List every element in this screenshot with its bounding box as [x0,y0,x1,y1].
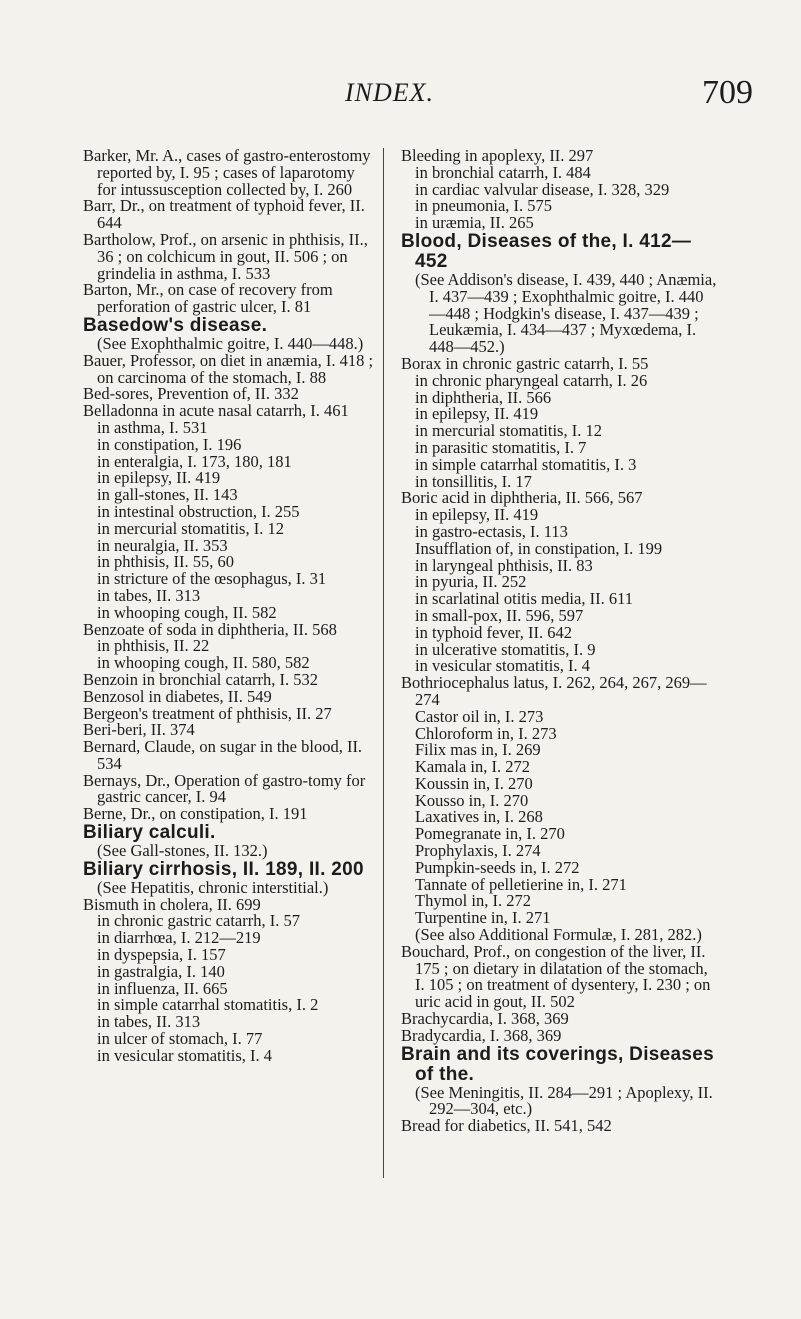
index-entry: Basedow's disease. [83,314,268,336]
index-subentry: in whooping cough, II. 582 [97,602,277,622]
index-entry: Brain and its coverings, Diseases of the. [401,1043,714,1085]
index-subentry: in uræmia, II. 265 [415,213,534,233]
index-subentry: in phthisis, II. 55, 60 [97,552,235,572]
index-entry: Benzosol in diabetes, II. 549 [83,686,272,706]
index-entry: Bleeding in apoplexy, II. 297 [401,146,594,165]
index-subentry: in gastralgia, I. 140 [97,961,225,981]
index-subentry: Kousso in, I. 270 [415,790,529,810]
index-entry: Benzoate of soda in diphtheria, II. 568 [83,619,337,639]
index-subentry: in scarlatinal otitis media, II. 611 [415,589,633,609]
index-entry: Benzoin in bronchial catarrh, I. 532 [83,669,319,689]
index-subentry: Tannate of pelletierine in, I. 271 [415,874,627,894]
left-column [83,148,375,1065]
index-entry: Bauer, Professor, on diet in anæmia, I. 418 ; on carcinoma of the stomach, I. 88 [83,350,374,387]
index-subentry: in constipation, I. 196 [97,434,242,454]
index-subentry: in mercurial stomatitis, I. 12 [97,518,284,538]
index-entry: Borax in chronic gastric catarrh, I. 55 [401,353,649,373]
index-subentry: in parasitic stomatitis, I. 7 [415,437,587,457]
index-entry: Boric acid in diphtheria, II. 566, 567 [401,488,643,508]
index-subentry: Kamala in, I. 272 [415,757,531,777]
index-subentry: in epilepsy, II. 419 [415,505,539,525]
index-subentry: in vesicular stomatitis, I. 4 [97,1045,273,1065]
index-subentry: in dyspepsia, I. 157 [97,945,226,965]
index-subentry: in intestinal obstruction, I. 255 [97,501,300,521]
index-subentry: in typhoid fever, II. 642 [415,622,572,642]
index-subentry: in influenza, II. 665 [97,978,228,998]
index-subentry: (See Gall-stones, II. 132.) [97,841,268,861]
index-subentry: Koussin in, I. 270 [415,773,533,793]
index-subentry: in asthma, I. 531 [97,417,208,437]
index-entry: Bradycardia, I. 368, 369 [401,1025,562,1045]
index-subentry: in tonsillitis, I. 17 [415,471,532,491]
index-subentry: (See Exophthalmic goitre, I. 440—448.) [97,333,364,353]
index-subentry: in gastro-ectasis, I. 113 [415,521,568,541]
right-column [401,148,719,1135]
column-divider [383,148,384,1178]
index-entry: Bergeon's treatment of phthisis, II. 27 [83,703,332,723]
index-subentry: Thymol in, I. 272 [415,891,531,911]
index-subentry: in small-pox, II. 596, 597 [415,605,584,625]
index-subentry: in simple catarrhal stomatitis, I. 2 [97,995,319,1015]
index-subentry: in tabes, II. 313 [97,585,201,605]
index-subentry: in bronchial catarrh, I. 484 [415,162,591,182]
index-subentry: in cardiac valvular disease, I. 328, 329 [415,179,670,199]
index-subentry: in vesicular stomatitis, I. 4 [415,656,591,676]
index-subentry: in ulcer of stomach, I. 77 [97,1029,263,1049]
page-title: INDEX. [345,78,435,107]
index-subentry: in tabes, II. 313 [97,1012,201,1032]
index-subentry: in stricture of the œsophagus, I. 31 [97,569,327,589]
index-subentry: in phthisis, II. 22 [97,636,210,656]
index-entry: Beri-beri, II. 374 [83,720,195,740]
index-subentry: (See Hepatitis, chronic interstitial.) [97,877,329,897]
index-entry: Barr, Dr., on treatment of typhoid fever, II. 644 [83,196,365,233]
index-entry: Bed-sores, Prevention of, II. 332 [83,384,299,404]
index-subentry: in laryngeal phthisis, II. 83 [415,555,593,575]
index-entry: Biliary calculi. [83,822,216,844]
index-subentry: in enteralgia, I. 173, 180, 181 [97,451,292,471]
index-subentry: in epilepsy, II. 419 [97,468,221,488]
index-subentry: in chronic pharyngeal catarrh, I. 26 [415,370,648,390]
index-subentry: in diarrhœa, I. 212—219 [97,928,261,948]
index-entry: Bernays, Dr., Operation of gastro-tomy for gastric cancer, I. 94 [83,770,366,807]
index-subentry: (See Addison's disease, I. 439, 440 ; Anæmia, I. 437—439 ; Exophthalmic goitre, I. 440—448 ; Hodgkin's disease, I. 437—439 ; Leukæmia, I. 434—437 ; Myxœdema, I. 448—452.) [415,269,717,357]
index-entry: Bernard, Claude, on sugar in the blood, II. 534 [83,737,363,773]
index-subentry: (See also Additional Formulæ, I. 281, 282.) [415,925,702,945]
index-entry: Belladonna in acute nasal catarrh, I. 461 [83,401,349,421]
index-entry: Biliary cirrhosis, II. 189, II. 200 [83,858,364,880]
index-subentry: in diphtheria, II. 566 [415,387,552,407]
index-entry: Bouchard, Prof., on congestion of the liver, II. 175 ; on dietary in dilatation of the stomach, I. 105 ; on treatment of dysentery, I. 230 ; on uric acid in gout, II. 502 [401,941,711,1012]
index-entry: Bread for diabetics, II. 541, 542 [401,1116,612,1136]
index-subentry: in chronic gastric catarrh, I. 57 [97,911,300,931]
index-subentry: in ulcerative stomatitis, I. 9 [415,639,596,659]
index-subentry: Filix mas in, I. 269 [415,740,541,760]
index-subentry: in gall-stones, II. 143 [97,485,238,505]
index-subentry: in neuralgia, II. 353 [97,535,228,555]
index-entry: Brachycardia, I. 368, 369 [401,1009,569,1029]
index-subentry: in mercurial stomatitis, I. 12 [415,421,602,441]
index-subentry: Chloroform in, I. 273 [415,723,557,743]
index-entry: Blood, Diseases of the, I. 412—452 [401,230,692,272]
index-subentry: Laxatives in, I. 268 [415,807,543,827]
page-header [0,72,801,122]
index-entry: Bothriocephalus latus, I. 262, 264, 267, 269—274 [401,673,707,709]
index-entry: Barker, Mr. A., cases of gastro-enterostomy reported by, I. 95 ; cases of laparotomy for intussusception collected by, I. 260 [83,146,371,199]
index-subentry: Turpentine in, I. 271 [415,908,551,928]
index-subentry: Castor oil in, I. 273 [415,706,544,726]
index-subentry: in simple catarrhal stomatitis, I. 3 [415,454,637,474]
index-subentry: Insufflation of, in constipation, I. 199 [415,538,663,558]
index-entry: Bismuth in cholera, II. 699 [83,894,261,914]
index-subentry: in epilepsy, II. 419 [415,404,539,424]
index-subentry: Pomegranate in, I. 270 [415,824,565,844]
index-entry: Bartholow, Prof., on arsenic in phthisis, II., 36 ; on colchicum in gout, II. 506 ; on grindelia in asthma, I. 533 [83,229,368,283]
index-subentry: (See Meningitis, II. 284—291 ; Apoplexy, II. 292—304, etc.) [415,1082,713,1119]
index-entry: Berne, Dr., on constipation, I. 191 [83,804,308,824]
index-subentry: in whooping cough, II. 580, 582 [97,653,310,673]
page-number: 709 [702,74,753,111]
index-subentry: in pneumonia, I. 575 [415,196,553,216]
index-subentry: Prophylaxis, I. 274 [415,841,541,861]
index-subentry: Pumpkin-seeds in, I. 272 [415,857,580,877]
index-subentry: in pyuria, II. 252 [415,572,527,592]
index-entry: Barton, Mr., on case of recovery from perforation of gastric ulcer, I. 81 [83,280,333,317]
